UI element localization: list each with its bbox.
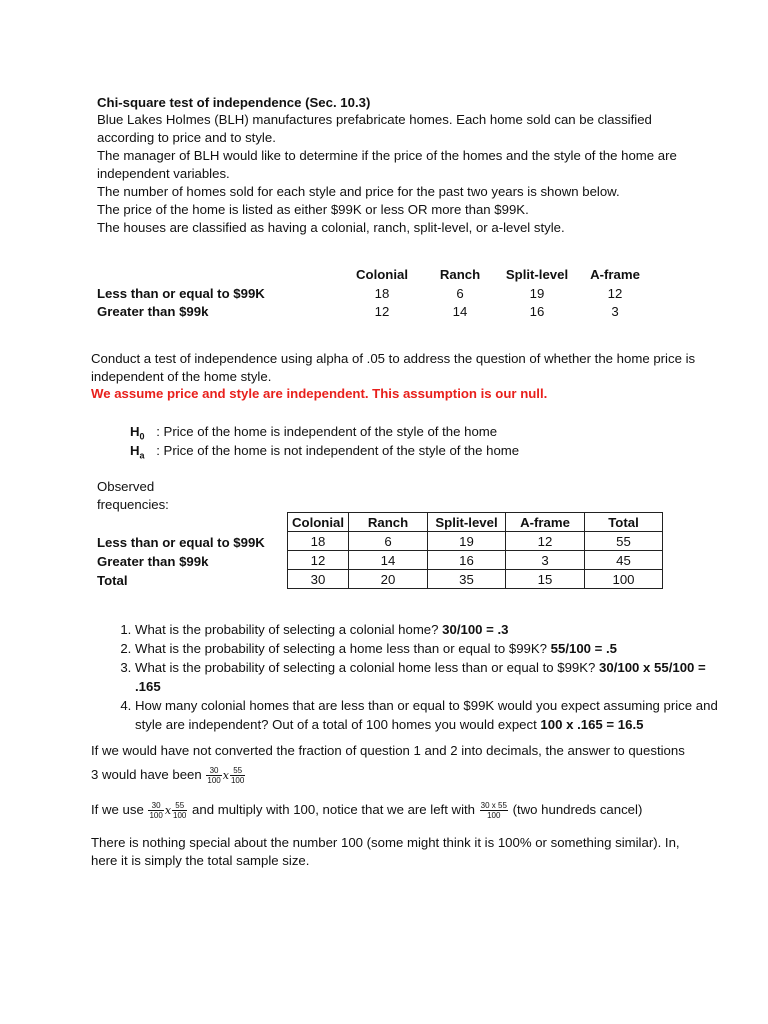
fraction-denominator: 100 — [487, 811, 501, 821]
table-cell: 45 — [585, 551, 663, 570]
table-header-ranch: Ranch — [439, 267, 481, 282]
question-answer: 30/100 = .3 — [442, 622, 509, 637]
null-assumption: We assume price and style are independent. This assumption is our null. — [91, 386, 548, 401]
question-text: What is the probability of selecting a colonial home? — [135, 622, 443, 637]
fraction-numerator: 30 x 55 — [480, 801, 507, 811]
row-label: Greater than $99k — [97, 304, 209, 319]
table-header-a-frame: A-frame — [590, 267, 640, 282]
document-title: Chi-square test of independence (Sec. 10.3) — [97, 95, 371, 110]
fraction — [230, 766, 245, 785]
table-cell: 30 — [288, 570, 349, 589]
paragraph-text: If we use — [91, 802, 148, 817]
fraction-numerator: 55 — [230, 766, 245, 776]
paragraph-line — [91, 798, 642, 823]
paragraph-line: here it is simply the total sample size. — [91, 853, 310, 868]
paragraph-text: (two hundreds cancel) — [508, 802, 643, 817]
intro-line: Blue Lakes Holmes (BLH) manufactures prefabricate homes. Each home sold can be classified — [97, 112, 652, 127]
paragraph-line: If we would have not converted the fraction of question 1 and 2 into decimals, the answer to questions — [91, 743, 685, 758]
list-item — [135, 620, 720, 639]
fraction — [172, 801, 187, 820]
table-header-total: Total — [585, 513, 663, 532]
table-cell: 16 — [529, 304, 545, 319]
conduct-line: Conduct a test of independence using alpha of .05 to address the question of whether the home price is — [91, 351, 696, 366]
table-header-a-frame: A-frame — [506, 513, 585, 532]
table-cell: 55 — [585, 532, 663, 551]
ha-symbol: H — [130, 443, 140, 458]
h0-subscript: 0 — [139, 431, 145, 442]
table-cell: 6 — [456, 286, 464, 301]
list-item — [135, 658, 720, 696]
observed-frequencies-table — [287, 512, 663, 589]
conduct-line: independent of the home style. — [91, 369, 272, 384]
table-header-split-level: Split-level — [428, 513, 506, 532]
table-row — [288, 532, 663, 551]
fraction — [206, 766, 221, 785]
table-header-colonial: Colonial — [288, 513, 349, 532]
intro-line: according to price and to style. — [97, 130, 276, 145]
table-cell: 35 — [428, 570, 506, 589]
question-answer: 100 x .165 = 16.5 — [540, 717, 644, 732]
table-header-colonial: Colonial — [355, 267, 409, 282]
row-label: Total — [97, 573, 128, 588]
table-cell: 3 — [611, 304, 619, 319]
table-cell: 14 — [452, 304, 468, 319]
table-row — [288, 551, 663, 570]
table-cell: 18 — [288, 532, 349, 551]
table-cell: 12 — [506, 532, 585, 551]
alternative-hypothesis — [130, 442, 519, 465]
fraction-numerator: 30 — [148, 801, 163, 811]
intro-line: The number of homes sold for each style and price for the past two years is shown below. — [97, 184, 620, 199]
row-label: Greater than $99k — [97, 554, 209, 569]
row-label: Less than or equal to $99K — [97, 535, 265, 550]
fraction-denominator: 100 — [207, 776, 221, 786]
table-cell: 19 — [529, 286, 545, 301]
times-symbol: x — [222, 769, 229, 782]
question-text: What is the probability of selecting a colonial home less than or equal to $99K? — [135, 660, 600, 675]
question-text: How many colonial homes that are less than or equal to $99K would you expect assuming price and style are independent? Out of a total of 100 homes you would expect — [135, 698, 718, 732]
paragraph-text: 3 would have been — [91, 767, 206, 782]
table-cell: 16 — [428, 551, 506, 570]
paragraph-text: and multiply with 100, notice that we are left with — [188, 802, 479, 817]
table-header-split-level: Split-level — [505, 267, 569, 282]
row-label: Less than or equal to $99K — [97, 286, 265, 301]
fraction — [148, 801, 163, 820]
table-row — [288, 570, 663, 589]
h0-text: : Price of the home is independent of the style of the home — [156, 424, 498, 439]
fraction-denominator: 100 — [230, 776, 245, 786]
table-cell: 3 — [506, 551, 585, 570]
intro-line: The manager of BLH would like to determine if the price of the homes and the style of the home are — [97, 148, 677, 163]
h0-symbol: H — [130, 424, 140, 439]
table-header-row — [288, 513, 663, 532]
table-cell: 20 — [349, 570, 428, 589]
question-text: What is the probability of selecting a home less than or equal to $99K? — [135, 641, 551, 656]
fraction-denominator: 100 — [149, 811, 163, 821]
question-answer: 30/100 x 55/100 = .165 — [135, 660, 706, 694]
fraction-numerator: 30 — [206, 766, 221, 776]
fraction-denominator: 100 — [173, 811, 187, 821]
observed-label: Observed — [97, 479, 155, 494]
table-cell: 12 — [288, 551, 349, 570]
table-cell: 19 — [428, 532, 506, 551]
question-answer: 55/100 = .5 — [550, 641, 618, 656]
list-item — [135, 696, 720, 734]
table-cell: 18 — [374, 286, 390, 301]
list-item — [135, 639, 720, 658]
paragraph-line — [91, 763, 246, 788]
table-cell: 6 — [349, 532, 428, 551]
intro-line: independent variables. — [97, 166, 230, 181]
paragraph-line: There is nothing special about the number 100 (some might think it is 100% or something similar). In, — [91, 835, 680, 850]
table-cell: 15 — [506, 570, 585, 589]
fraction — [480, 801, 508, 820]
observed-label: frequencies: — [97, 497, 169, 512]
table-cell: 14 — [349, 551, 428, 570]
ha-text: : Price of the home is not independent of the style of the home — [156, 443, 520, 458]
intro-line: The price of the home is listed as either $99K or less OR more than $99K. — [97, 202, 529, 217]
fraction-numerator: 55 — [172, 801, 187, 811]
question-list — [97, 620, 720, 734]
intro-line: The houses are classified as having a colonial, ranch, split-level, or a-level style. — [97, 220, 565, 235]
ha-subscript: a — [139, 450, 145, 461]
table-header-ranch: Ranch — [349, 513, 428, 532]
times-symbol: x — [164, 804, 172, 817]
table-cell: 100 — [585, 570, 663, 589]
table-cell: 12 — [374, 304, 390, 319]
table-cell: 12 — [607, 286, 623, 301]
